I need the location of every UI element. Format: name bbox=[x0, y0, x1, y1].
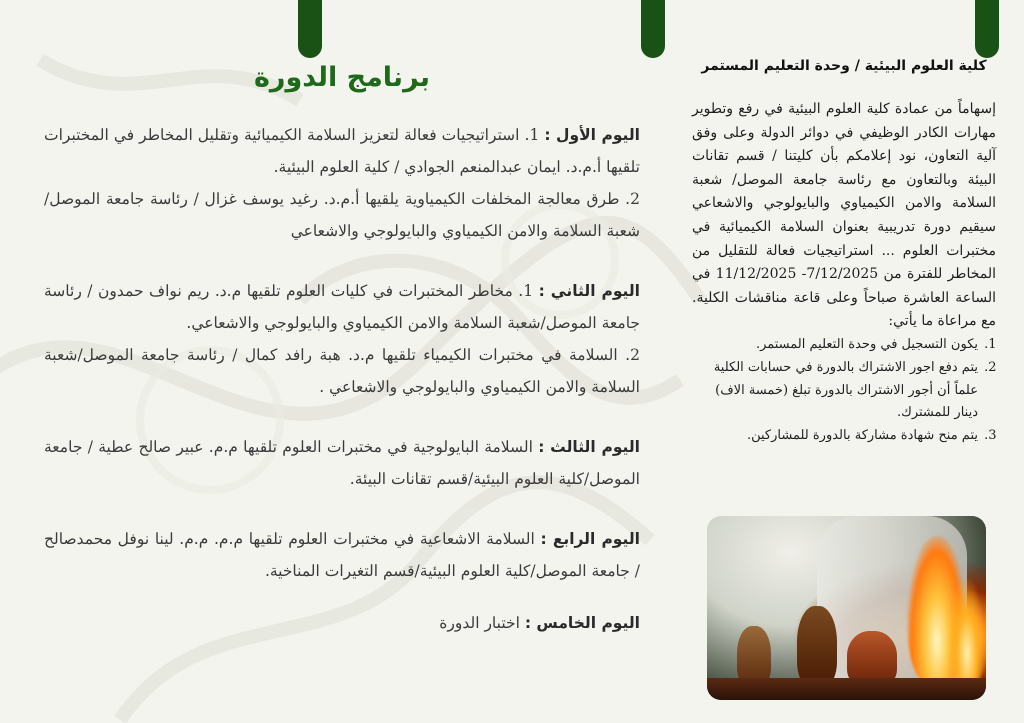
course-program-column bbox=[44, 62, 640, 639]
day-label: اليوم الخامس : bbox=[524, 614, 640, 632]
day-one bbox=[44, 119, 640, 247]
program-title: برنامج الدورة bbox=[253, 62, 431, 93]
flask-shape bbox=[737, 626, 771, 686]
day-label: اليوم الأول : bbox=[544, 126, 640, 144]
conditions-list bbox=[692, 334, 996, 448]
day-label: اليوم الرابع : bbox=[540, 530, 640, 548]
day-label: اليوم الثاني : bbox=[538, 282, 640, 300]
day-item: 1. مخاطر المختبرات في كليات العلوم تلقيها م.د. ريم نواف حمدون / رئاسة جامعة الموصل/شعبة السلامة والامن الكيمياوي والبايولوجي والاشعاعي. bbox=[44, 282, 640, 332]
day-item: السلامة البايولوجية في مختبرات العلوم تلقيها م.م. عبير صالح عطية / جامعة الموصل/كلية العلوم البيئية/قسم تقانات البيئة. bbox=[44, 438, 640, 488]
flask-shape bbox=[797, 606, 837, 686]
day-item: 2. السلامة في مختبرات الكيمياء تلقيها م.د. هبة رافد كمال / رئاسة جامعة الموصل/شعبة السلامة والامن الكيمياوي والبايولوجي والاشعاعي . bbox=[44, 346, 640, 396]
day-two bbox=[44, 275, 640, 403]
day-item: اختبار الدورة bbox=[439, 614, 525, 632]
condition-item: 3. يتم منح شهادة مشاركة بالدورة للمشاركين. bbox=[692, 425, 980, 448]
college-header: كلية العلوم البيئية / وحدة التعليم المستمر bbox=[701, 58, 987, 74]
condition-item: 2. يتم دفع اجور الاشتراك بالدورة في حسابات الكلية علماً أن أجور الاشتراك بالدورة تبلغ (خمسة الاف) دينار للمشترك. bbox=[692, 357, 980, 425]
lab-bench bbox=[707, 678, 986, 700]
condition-item: 1. يكون التسجيل في وحدة التعليم المستمر. bbox=[692, 334, 980, 357]
day-item: 1. استراتيجيات فعالة لتعزيز السلامة الكيميائية وتقليل المخاطر في المختبرات تلقيها أ.م.د. ايمان عبدالمنعم الجوادي / كلية العلوم البيئية. bbox=[44, 126, 640, 176]
announcement-intro: إسهاماً من عمادة كلية العلوم البيئية في رفع وتطوير مهارات الكادر الوظيفي في دوائر الدولة وعلى وفق آلية التعاون، نود إعلامكم بأن كليتنا / قسم تقانات البيئة وبالتعاون مع رئاسة جامعة الموصل/ شعبة السلامة والامن الكيمياوي والبايولوجي والاشعاعي سيقيم دورة تدريبية بعنوان السلامة الكيميائية في مختبرات العلوم ... استراتيجيات فعالة للتقليل من المخاطر للفترة من 7/12/2025- 11/12/2025 في الساعة العاشرة صباحاً وعلى قاعة مناقشات الكلية. مع مراعاة ما يأتي: bbox=[692, 101, 996, 330]
day-label: اليوم الثالث : bbox=[538, 438, 640, 456]
day-five bbox=[44, 607, 640, 639]
lab-fire-photo bbox=[707, 516, 986, 700]
day-item: 2. طرق معالجة المخلفات الكيمياوية يلقيها أ.م.د. رغيد يوسف غزال / رئاسة جامعة الموصل/شعبة السلامة والامن الكيمياوي والبايولوجي والاشعاعي bbox=[44, 190, 640, 240]
top-tab-right bbox=[975, 0, 999, 58]
top-tab-middle bbox=[641, 0, 665, 58]
top-tab-left bbox=[298, 0, 322, 58]
day-three bbox=[44, 431, 640, 495]
day-four bbox=[44, 523, 640, 587]
flame-shape bbox=[947, 576, 986, 686]
day-item: السلامة الاشعاعية في مختبرات العلوم تلقيها م.م. م.م. لينا نوفل محمدصالح / جامعة الموصل/كلية العلوم البيئية/قسم التغيرات المناخية. bbox=[44, 530, 640, 580]
announcement-column bbox=[692, 58, 996, 448]
